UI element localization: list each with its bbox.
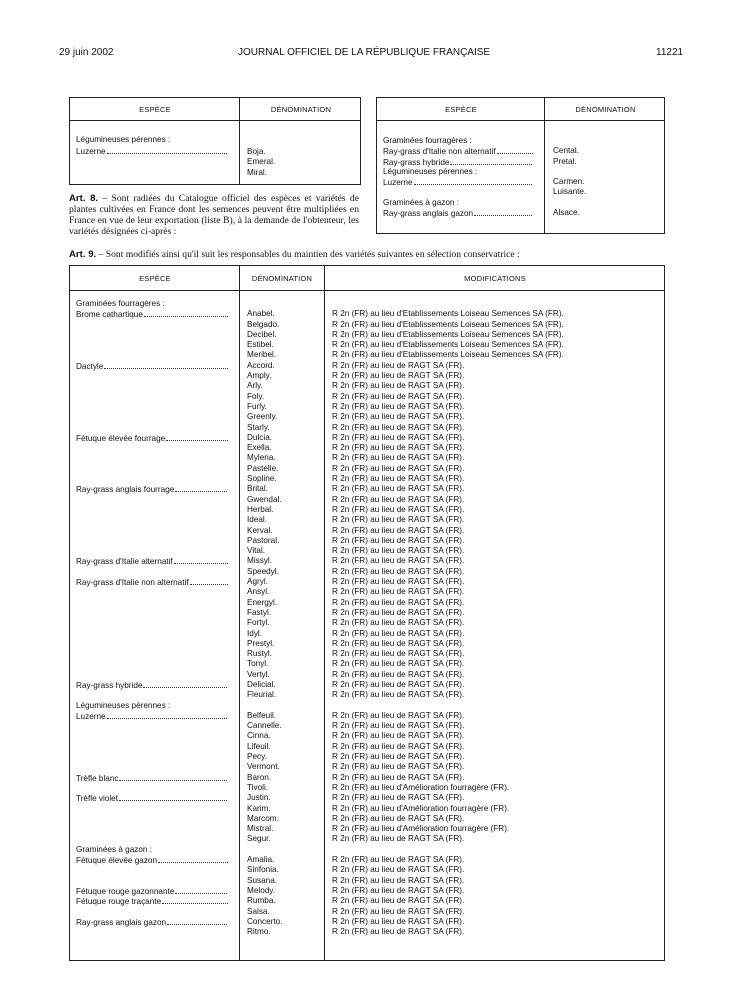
variety-name: Anabel. <box>247 309 275 319</box>
modification-text: R 2n (FR) au lieu de RAGT SA (FR). <box>332 360 465 370</box>
modification-text: R 2n (FR) au lieu de RAGT SA (FR). <box>332 710 465 720</box>
variety-name: Missyl. <box>247 556 273 566</box>
table-row <box>70 453 666 463</box>
variety-name: Pastelle. <box>247 463 279 473</box>
species-name: Luzerne <box>76 711 106 721</box>
modification-text: R 2n (FR) au lieu d'Amélioration fourragère (FR). <box>332 824 510 834</box>
modification-text: R 2n (FR) au lieu de RAGT SA (FR). <box>332 432 465 442</box>
variety-name: Cental. <box>553 146 579 156</box>
modification-text: R 2n (FR) au lieu de RAGT SA (FR). <box>332 607 465 617</box>
table-row <box>377 157 666 167</box>
table-row <box>70 865 666 875</box>
modification-text: R 2n (FR) au lieu d'Etablissements Loiseau Semences SA (FR). <box>332 340 564 350</box>
modification-text: R 2n (FR) au lieu de RAGT SA (FR). <box>332 381 465 391</box>
table-row <box>70 639 666 649</box>
leader-dots <box>144 309 228 317</box>
modification-text: R 2n (FR) au lieu de RAGT SA (FR). <box>332 401 465 411</box>
article-9-paragraph <box>69 249 669 260</box>
leader-dots <box>119 773 228 781</box>
variety-name: Brital. <box>247 484 268 494</box>
variety-name: Tonyl. <box>247 659 269 669</box>
modification-text: R 2n (FR) au lieu de RAGT SA (FR). <box>332 638 465 648</box>
variety-name: Susana. <box>247 875 278 885</box>
col-header-denomination: DÉNOMINATION <box>575 105 636 114</box>
table-row <box>70 484 666 494</box>
table-row <box>70 309 666 319</box>
header-date: 29 juin 2002 <box>59 47 114 58</box>
variety-name: Sopline. <box>247 474 277 484</box>
table-row <box>70 659 666 669</box>
modification-text: R 2n (FR) au lieu d'Etablissements Loiseau Semences SA (FR). <box>332 329 564 339</box>
variety-name: Arly. <box>247 381 263 391</box>
modification-text: R 2n (FR) au lieu d'Etablissements Loiseau Semences SA (FR). <box>332 309 564 319</box>
modification-text: R 2n (FR) au lieu de RAGT SA (FR). <box>332 762 465 772</box>
species-name: Fétuque élevée fourrage <box>76 433 166 443</box>
modification-text: R 2n (FR) au lieu de RAGT SA (FR). <box>332 855 465 865</box>
table-row <box>70 392 666 402</box>
variety-name: Speedyl. <box>247 566 279 576</box>
species-name: Fétuque rouge traçante <box>76 897 162 907</box>
table-row <box>70 505 666 515</box>
table-row <box>70 371 666 381</box>
variety-name: Justin. <box>247 793 271 803</box>
modification-text: R 2n (FR) au lieu de RAGT SA (FR). <box>332 494 465 504</box>
table-row <box>70 824 666 834</box>
table-row <box>70 670 666 680</box>
species-name: Ray-grass anglais fourrage <box>76 485 175 495</box>
modification-text: R 2n (FR) au lieu de RAGT SA (FR). <box>332 865 465 875</box>
modification-text: R 2n (FR) au lieu de RAGT SA (FR). <box>332 649 465 659</box>
table-header <box>377 98 664 121</box>
table-row <box>377 136 666 146</box>
table-row <box>70 598 666 608</box>
table-row <box>70 649 666 659</box>
species-cell <box>383 136 533 146</box>
variety-name: Ideal. <box>247 515 268 525</box>
modification-text: R 2n (FR) au lieu de RAGT SA (FR). <box>332 371 465 381</box>
species-name: Ray-grass anglais gazon <box>76 917 167 927</box>
table-row <box>70 762 666 772</box>
table-row <box>70 567 666 577</box>
modification-text: R 2n (FR) au lieu de RAGT SA (FR). <box>332 772 465 782</box>
variety-name: Agryl. <box>247 577 268 587</box>
article-8-paragraph <box>69 193 359 237</box>
leader-dots <box>175 886 228 894</box>
variety-name: Salsa. <box>247 906 270 916</box>
table-body <box>377 136 666 218</box>
table-header <box>70 98 360 121</box>
species-group-label: Graminées à gazon : <box>76 844 153 854</box>
table-row <box>70 855 666 865</box>
table-row <box>70 433 666 443</box>
modification-text: R 2n (FR) au lieu de RAGT SA (FR). <box>332 484 465 494</box>
table-row <box>70 896 666 906</box>
modification-text: R 2n (FR) au lieu de RAGT SA (FR). <box>332 885 465 895</box>
table-row <box>70 742 666 752</box>
col-header-denomination: DÉNOMINATION <box>251 274 313 283</box>
species-cell <box>76 701 228 711</box>
table-row <box>70 793 666 803</box>
variety-name: Luisante. <box>553 187 587 197</box>
table-radiees-list <box>69 97 361 185</box>
table-row <box>70 731 666 741</box>
variety-name: Baron. <box>247 772 272 782</box>
modification-text: R 2n (FR) au lieu de RAGT SA (FR). <box>332 690 465 700</box>
header-page-number: 11221 <box>656 47 684 58</box>
variety-name: Sinfonia. <box>247 865 279 875</box>
table-row <box>70 350 666 360</box>
table-row <box>70 752 666 762</box>
table-header <box>70 266 664 291</box>
variety-name: Cannelle. <box>247 721 282 731</box>
variety-name: Fortyl. <box>247 618 270 628</box>
table-row <box>70 690 666 700</box>
modification-text: R 2n (FR) au lieu de RAGT SA (FR). <box>332 597 465 607</box>
modification-text: R 2n (FR) au lieu d'Amélioration fourragère (FR). <box>332 803 510 813</box>
species-cell <box>383 208 533 219</box>
table-row <box>70 299 666 309</box>
leader-dots <box>107 711 228 719</box>
variety-name: Karim. <box>247 803 271 813</box>
modification-text: R 2n (FR) au lieu d'Amélioration fourragère (FR). <box>332 782 510 792</box>
variety-name: Amply. <box>247 371 272 381</box>
species-group-label: Graminées fourragères : <box>76 299 165 308</box>
table-body <box>70 299 666 937</box>
variety-name: Alsace. <box>553 208 580 218</box>
table-row <box>70 917 666 927</box>
variety-name: Ansyl. <box>247 587 270 597</box>
article-8-text: – Sont radiées du Catalogue officiel des espèces et variétés de plantes cultivées en France dont les semences peuvent être multipliées en France en vue de leur exportation (liste B), à la demande de l'obtenteur, les variétés désignées ci-après : <box>69 193 359 237</box>
col-header-denomination: DÉNOMINATION <box>270 105 332 114</box>
table-row <box>70 464 666 474</box>
variety-name: Vertyl. <box>247 669 270 679</box>
table-row <box>70 701 666 711</box>
species-cell <box>383 198 533 208</box>
article-9-label: Art. 9. <box>69 249 97 260</box>
variety-name: Fleurial. <box>247 690 277 700</box>
table-row <box>377 167 666 177</box>
variety-name: Miral. <box>247 167 268 177</box>
variety-name: Exella. <box>247 443 272 453</box>
table-row <box>70 587 666 597</box>
variety-name: Pecy. <box>247 752 267 762</box>
variety-name: Cinna. <box>247 731 271 741</box>
leader-dots <box>107 146 227 154</box>
modification-text: R 2n (FR) au lieu de RAGT SA (FR). <box>332 463 465 473</box>
variety-name: Greenly. <box>247 412 278 422</box>
variety-name: Tivoli. <box>247 782 269 792</box>
table-row <box>70 680 666 690</box>
table-row <box>377 177 666 187</box>
modification-text: R 2n (FR) au lieu de RAGT SA (FR). <box>332 793 465 803</box>
modification-text: R 2n (FR) au lieu d'Etablissements Loiseau Semences SA (FR). <box>332 319 564 329</box>
modification-text: R 2n (FR) au lieu de RAGT SA (FR). <box>332 906 465 916</box>
leader-dots <box>414 177 533 185</box>
species-name <box>76 146 227 156</box>
variety-name: Pretal. <box>553 156 577 166</box>
modification-text: R 2n (FR) au lieu de RAGT SA (FR). <box>332 556 465 566</box>
variety-name: Kerval. <box>247 525 273 535</box>
species-name: Ray-grass anglais gazon <box>383 209 474 219</box>
modification-text: R 2n (FR) au lieu de RAGT SA (FR). <box>332 721 465 731</box>
header-title: JOURNAL OFFICIEL DE LA RÉPUBLIQUE FRANÇAISE <box>238 47 491 58</box>
species-name: Brome cathartique <box>76 310 143 320</box>
modification-text: R 2n (FR) au lieu de RAGT SA (FR). <box>332 535 465 545</box>
modification-text: R 2n (FR) au lieu de RAGT SA (FR). <box>332 443 465 453</box>
variety-name: Amalia. <box>247 855 275 865</box>
col-header-espece: ESPÈCE <box>139 105 171 114</box>
variety-name: Belfeuil. <box>247 710 277 720</box>
variety-name: Energyl. <box>247 597 278 607</box>
table-row <box>70 515 666 525</box>
species-cell <box>76 299 228 309</box>
modification-text: R 2n (FR) au lieu de RAGT SA (FR). <box>332 752 465 762</box>
species-group-label: Légumineuses pérennes : <box>76 135 171 144</box>
table-row <box>70 721 666 731</box>
species-group-label: Légumineuses pérennes : <box>383 166 478 176</box>
table-row <box>70 618 666 628</box>
modification-text: R 2n (FR) au lieu de RAGT SA (FR). <box>332 834 465 844</box>
variety-name: Rumba. <box>247 896 276 906</box>
article-8-label: Art. 8. <box>69 193 99 204</box>
variety-name: Delicial. <box>247 679 276 689</box>
modification-text: R 2n (FR) au lieu de RAGT SA (FR). <box>332 515 465 525</box>
modification-text: R 2n (FR) au lieu de RAGT SA (FR). <box>332 391 465 401</box>
table-row <box>70 423 666 433</box>
modification-text: R 2n (FR) au lieu de RAGT SA (FR). <box>332 474 465 484</box>
table-row <box>70 320 666 330</box>
leader-dots <box>162 896 228 904</box>
table-liste-b <box>376 97 665 234</box>
table-row <box>70 526 666 536</box>
species-name: Fétuque élevée gazon <box>76 856 158 866</box>
column-divider <box>239 98 240 184</box>
leader-dots <box>474 208 533 216</box>
table-row <box>70 927 666 937</box>
variety-name: Herbal. <box>247 504 274 514</box>
table-row <box>70 876 666 886</box>
variety-name: Belgado. <box>247 319 280 329</box>
col-header-espece: ESPÈCE <box>445 105 477 114</box>
species-name: Ray-grass hybride <box>383 157 450 167</box>
table-row <box>70 340 666 350</box>
species-name: Dactyle <box>76 361 104 371</box>
modification-text: R 2n (FR) au lieu d'Etablissements Loiseau Semences SA (FR). <box>332 350 564 360</box>
modification-text: R 2n (FR) au lieu de RAGT SA (FR). <box>332 927 465 937</box>
modification-text: R 2n (FR) au lieu de RAGT SA (FR). <box>332 412 465 422</box>
leader-dots <box>190 577 228 585</box>
table-row <box>70 495 666 505</box>
modification-text: R 2n (FR) au lieu de RAGT SA (FR). <box>332 669 465 679</box>
species-name: Ray-grass d'Italie non alternatif <box>383 147 496 157</box>
variety-name: Rustyl. <box>247 649 273 659</box>
variety-name: Furly. <box>247 401 267 411</box>
species-group-label: Graminées fourragères : <box>383 136 472 145</box>
variety-name: Idyl. <box>247 628 263 638</box>
variety-name: Emeral. <box>247 157 276 167</box>
table-row <box>70 804 666 814</box>
variety-name: Meribel. <box>247 350 277 360</box>
variety-name: Mylena. <box>247 453 276 463</box>
species-cell <box>383 167 533 177</box>
modification-text: R 2n (FR) au lieu de RAGT SA (FR). <box>332 875 465 885</box>
modification-text: R 2n (FR) au lieu de RAGT SA (FR). <box>332 525 465 535</box>
leader-dots <box>158 855 228 863</box>
table-modifications <box>69 265 665 961</box>
table-row <box>70 381 666 391</box>
species-group-label: Légumineuses pérennes : <box>76 700 171 710</box>
table-row <box>70 907 666 917</box>
table-row <box>70 361 666 371</box>
modification-text: R 2n (FR) au lieu de RAGT SA (FR). <box>332 618 465 628</box>
leader-dots <box>174 556 228 564</box>
modification-text: R 2n (FR) au lieu de RAGT SA (FR). <box>332 587 465 597</box>
table-row <box>70 412 666 422</box>
modification-text: R 2n (FR) au lieu de RAGT SA (FR). <box>332 504 465 514</box>
variety-name: Ritmo. <box>247 927 271 937</box>
table-row <box>70 711 666 721</box>
variety-name: Accord. <box>247 360 275 370</box>
table-row <box>70 556 666 566</box>
species-name: Ray-grass d'Italie non alternatif <box>76 578 189 588</box>
leader-dots <box>450 157 533 165</box>
modification-text: R 2n (FR) au lieu de RAGT SA (FR). <box>332 813 465 823</box>
variety-name: Foly. <box>247 391 265 401</box>
table-row <box>70 330 666 340</box>
leader-dots <box>119 793 228 801</box>
table-row <box>70 443 666 453</box>
species-name: Trèfle violet <box>76 794 119 804</box>
variety-name: Lifeuil. <box>247 741 271 751</box>
variety-name: Boja. <box>247 147 266 156</box>
modification-text: R 2n (FR) au lieu de RAGT SA (FR). <box>332 659 465 669</box>
variety-name: Dulcia. <box>247 432 273 442</box>
table-row <box>377 146 666 156</box>
table-row <box>70 608 666 618</box>
species-name: Fétuque rouge gazonnante <box>76 886 175 896</box>
modification-text: R 2n (FR) au lieu de RAGT SA (FR). <box>332 679 465 689</box>
table-row <box>70 546 666 556</box>
leader-dots <box>175 484 228 492</box>
variety-name: Decibel. <box>247 329 277 339</box>
species-name: Ray-grass hybride <box>76 680 143 690</box>
modification-text: R 2n (FR) au lieu de RAGT SA (FR). <box>332 896 465 906</box>
leader-dots <box>166 433 228 441</box>
variety-name: Concerto. <box>247 916 283 926</box>
table-row <box>70 783 666 793</box>
leader-dots <box>143 680 228 688</box>
table-row <box>70 402 666 412</box>
modification-text: R 2n (FR) au lieu de RAGT SA (FR). <box>332 628 465 638</box>
variety-name: Estibel. <box>247 340 274 350</box>
modification-text: R 2n (FR) au lieu de RAGT SA (FR). <box>332 566 465 576</box>
species-cell <box>76 845 228 855</box>
article-9-text: – Sont modifiés ainsi qu'il suit les responsables du maintien des variétés suivantes en sélection conservatrice : <box>98 249 520 260</box>
table-row <box>70 886 666 896</box>
leader-dots <box>167 917 228 925</box>
species-group-label: Graminées à gazon : <box>383 197 460 207</box>
variety-name: Mistral. <box>247 824 274 834</box>
table-row <box>70 845 666 855</box>
variety-name: Vermont. <box>247 762 280 772</box>
modification-text: R 2n (FR) au lieu de RAGT SA (FR). <box>332 916 465 926</box>
variety-name: Fastyl. <box>247 607 272 617</box>
modification-text: R 2n (FR) au lieu de RAGT SA (FR). <box>332 546 465 556</box>
variety-name: Gwendal. <box>247 494 282 504</box>
table-row <box>377 198 666 208</box>
table-row <box>70 814 666 824</box>
species-name: Luzerne <box>383 178 413 188</box>
species-name: Trèfle blanc <box>76 773 119 783</box>
species-name: Ray-grass d'Italie alternatif <box>76 557 173 567</box>
modification-text: R 2n (FR) au lieu de RAGT SA (FR). <box>332 731 465 741</box>
modification-text: R 2n (FR) au lieu de RAGT SA (FR). <box>332 741 465 751</box>
leader-dots <box>497 146 533 154</box>
table-row <box>70 536 666 546</box>
table-row <box>70 577 666 587</box>
leader-dots <box>104 361 228 369</box>
variety-name: Vital. <box>247 546 266 556</box>
modification-text: R 2n (FR) au lieu de RAGT SA (FR). <box>332 453 465 463</box>
variety-list <box>247 147 275 178</box>
table-row <box>377 208 666 218</box>
table-row <box>70 773 666 783</box>
table-row <box>377 187 666 197</box>
col-header-espece: ESPÈCE <box>139 274 171 283</box>
variety-name: Segur. <box>247 834 271 844</box>
species-text: Luzerne <box>76 147 106 156</box>
modification-text: R 2n (FR) au lieu de RAGT SA (FR). <box>332 422 465 432</box>
variety-name: Marcom. <box>247 813 279 823</box>
table-row <box>70 474 666 484</box>
col-header-modifications: MODIFICATIONS <box>464 274 526 283</box>
table-row <box>70 629 666 639</box>
variety-name: Pastoral. <box>247 535 280 545</box>
modification-text: R 2n (FR) au lieu de RAGT SA (FR). <box>332 577 465 587</box>
variety-name: Prestyl. <box>247 638 275 648</box>
variety-name: Starly. <box>247 422 270 432</box>
variety-name: Carmen. <box>553 177 585 187</box>
variety-name: Melody. <box>247 885 276 895</box>
table-row <box>70 834 666 844</box>
